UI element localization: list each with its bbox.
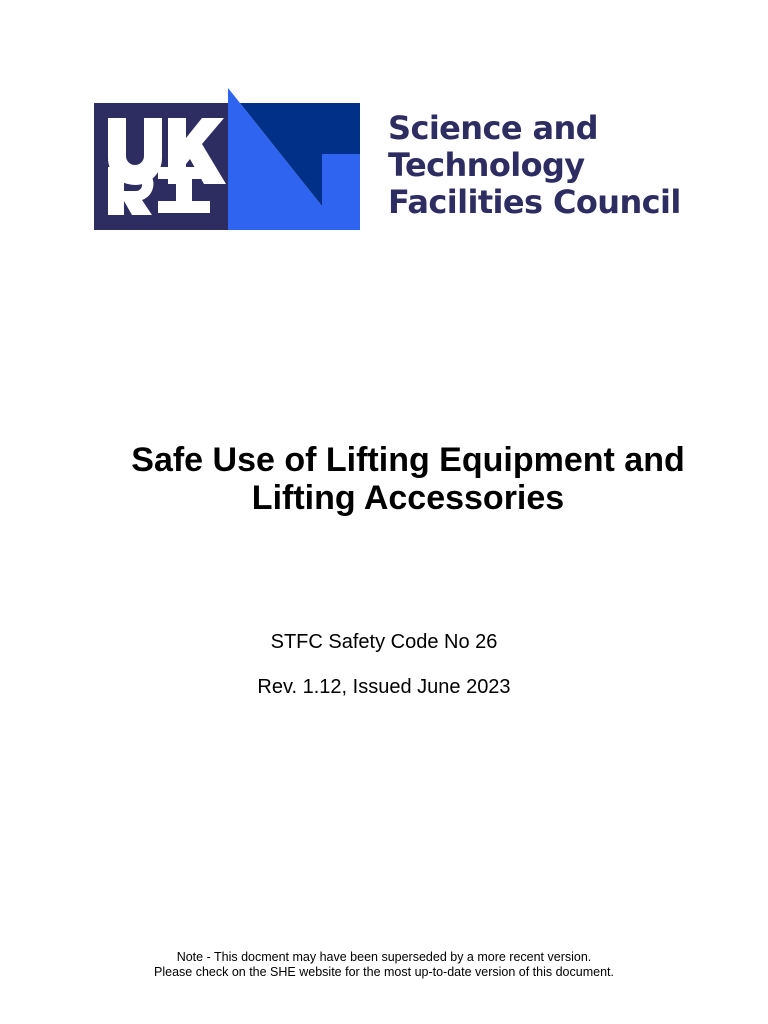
ukri-logo-mark	[94, 88, 362, 233]
note-line: Please check on the SHE website for the most up-to-date version of this document.	[154, 964, 614, 979]
document-title-line: Safe Use of Lifting Equipment and	[131, 441, 685, 479]
ukri-stfc-logo	[94, 88, 694, 233]
document-title	[0, 441, 768, 517]
safety-code-number: STFC Safety Code No 26	[270, 631, 498, 653]
supersede-note	[0, 950, 768, 979]
document-title-line: Lifting Accessories	[251, 479, 565, 517]
organisation-name	[388, 110, 681, 221]
revision-info: Rev. 1.12, Issued June 2023	[257, 676, 511, 698]
org-name-line: Science and	[388, 109, 598, 147]
org-name-line: Facilities Council	[388, 183, 681, 221]
org-name-line: Technology	[388, 146, 585, 184]
note-line: Note - This docment may have been superseded by a more recent version.	[176, 950, 592, 964]
